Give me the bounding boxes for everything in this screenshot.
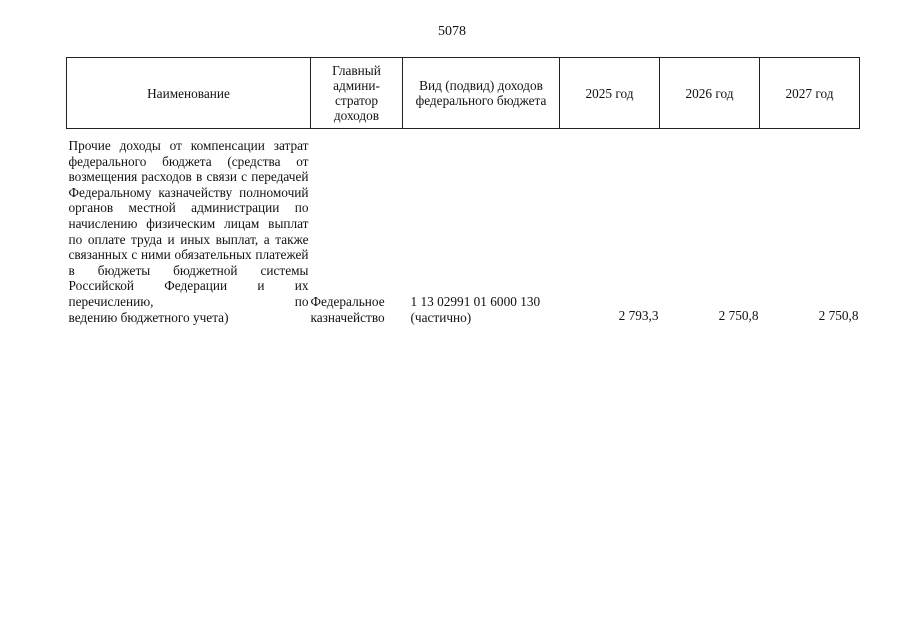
- table-header-row: [67, 58, 860, 129]
- row-value-2027: [760, 129, 860, 326]
- header-admin-line: Главный: [332, 63, 381, 78]
- row-value-2026-text: 2 750,8: [718, 307, 759, 323]
- row-admin-cell: [311, 129, 403, 326]
- header-admin-line: доходов: [333, 108, 380, 123]
- row-code-line: (частично): [410, 309, 472, 325]
- row-name-main: Прочие доходы от компенсации затрат федерального бюджета (средства от возмещения расходов в связи с передачей Федеральному казначейству полномочий органов местной администрации по начислению физическим лицам выплат по оплате труда и иных выплат, а также связанных с ними обязательных платежей в бюджеты бюджетной системы Российской Федерации и их перечислению, по: [68, 138, 309, 309]
- budget-table: [66, 57, 860, 325]
- table-row: [67, 129, 860, 326]
- row-name-cell: [67, 129, 311, 326]
- row-admin-line: казначейство: [310, 309, 385, 325]
- row-value-2027-text: 2 750,8: [818, 307, 859, 323]
- row-value-2025-text: 2 793,3: [618, 307, 659, 323]
- header-admin-line: стратор: [334, 93, 378, 108]
- header-income-type-line: Вид (подвид) доходов: [419, 78, 543, 93]
- header-admin-line: админи-: [333, 78, 380, 93]
- row-code-line: 1 13 02991 01 6000 130: [410, 293, 541, 309]
- row-name-last: ведению бюджетного учета): [68, 309, 229, 325]
- header-year-2025: 2025 год: [560, 58, 660, 129]
- row-admin-line: Федеральное: [310, 293, 385, 309]
- header-name: Наименование: [67, 58, 311, 129]
- row-value-2025: [560, 129, 660, 326]
- header-income-type-line: федерального бюджета: [415, 93, 547, 108]
- header-year-2026: 2026 год: [660, 58, 760, 129]
- header-year-2027: 2027 год: [760, 58, 860, 129]
- page-number: 5078: [438, 24, 466, 39]
- header-income-type: [403, 58, 560, 129]
- header-admin: [311, 58, 403, 129]
- row-code-cell: [403, 129, 560, 326]
- row-value-2026: [660, 129, 760, 326]
